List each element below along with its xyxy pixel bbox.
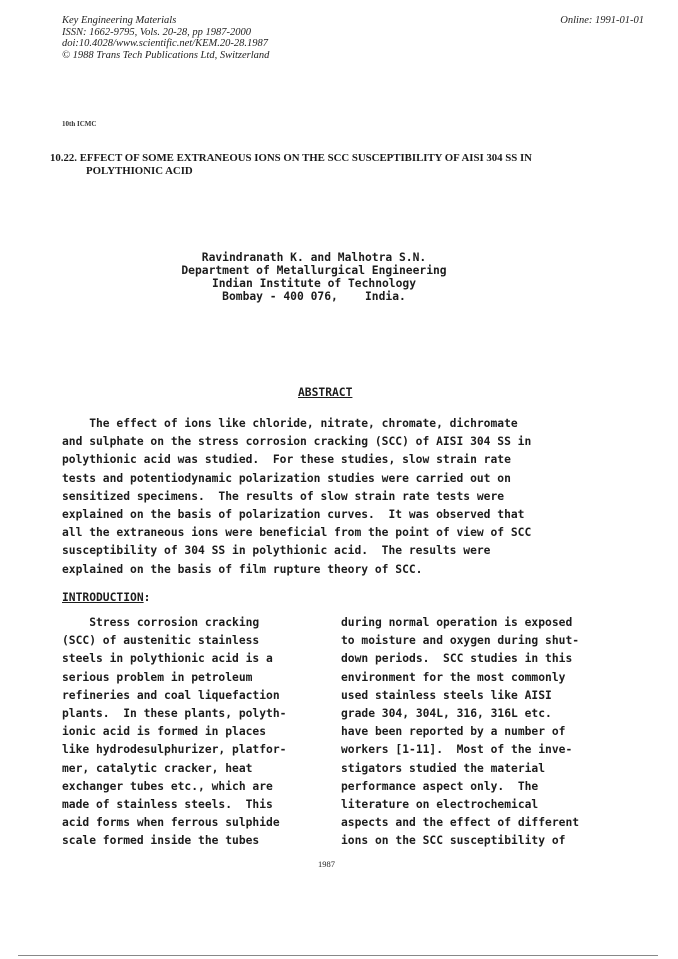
conference-label: 10th ICMC	[62, 120, 97, 128]
author-department: Department of Metallurgical Engineering	[181, 264, 447, 277]
intro-line: workers [1-11]. Most of the inve-	[341, 743, 573, 757]
introduction-heading-text: INTRODUCTION	[62, 591, 144, 604]
intro-line: ions on the SCC susceptibility of	[341, 834, 566, 848]
abstract-line: The effect of ions like chloride, nitrate, chromate, dichromate	[62, 417, 518, 430]
intro-line: have been reported by a number of	[341, 725, 566, 739]
online-date: Online: 1991-01-01	[560, 15, 644, 26]
intro-line: literature on electrochemical	[341, 798, 539, 812]
intro-line: Stress corrosion cracking	[62, 616, 260, 629]
intro-line: acid forms when ferrous sulphide	[62, 816, 280, 830]
intro-line: like hydrodesulphurizer, platfor-	[62, 743, 287, 757]
intro-line: exchanger tubes etc., which are	[62, 779, 273, 793]
intro-line: performance aspect only. The	[341, 779, 539, 793]
abstract-line: tests and potentiodynamic polarization studies were carried out on	[62, 471, 511, 485]
intro-line: serious problem in petroleum	[62, 670, 253, 684]
intro-line: plants. In these plants, polyth-	[62, 707, 287, 721]
abstract-line: explained on the basis of polarization curves. It was observed that	[62, 508, 525, 522]
page-number: 1987	[318, 859, 335, 869]
abstract-heading: ABSTRACT	[298, 386, 353, 399]
introduction-heading-colon: :	[143, 591, 151, 604]
intro-line: used stainless steels like AISI	[341, 688, 552, 702]
intro-line: refineries and coal liquefaction	[62, 688, 280, 702]
abstract-line: sensitized specimens. The results of slow strain rate tests were	[62, 489, 505, 503]
publication-metadata	[62, 15, 269, 61]
intro-line: to moisture and oxygen during shut-	[341, 634, 580, 648]
intro-line: made of stainless steels. This	[62, 798, 273, 812]
author-address: Bombay - 400 076, India.	[222, 290, 406, 303]
intro-line: stigators studied the material	[341, 761, 546, 775]
abstract-line: susceptibility of 304 SS in polythionic acid. The results were	[62, 544, 491, 558]
abstract-line: and sulphate on the stress corrosion cracking (SCC) of AISI 304 SS in	[62, 435, 532, 449]
author-names: Ravindranath K. and Malhotra S.N.	[201, 251, 427, 264]
doi-line: doi:10.4028/www.scientific.net/KEM.20-28.1987	[62, 38, 268, 50]
intro-line: down periods. SCC studies in this	[341, 652, 573, 666]
intro-line: aspects and the effect of different	[341, 816, 580, 830]
journal-name: Key Engineering Materials	[62, 15, 177, 26]
author-institute: Indian Institute of Technology	[211, 277, 417, 290]
intro-line: (SCC) of austenitic stainless	[62, 634, 260, 648]
title-line-1: 10.22. EFFECT OF SOME EXTRANEOUS IONS ON THE SCC SUSCEPTIBILITY OF AISI 304 SS IN	[50, 152, 532, 164]
intro-line: ionic acid is formed in places	[62, 725, 267, 739]
copyright-line: © 1988 Trans Tech Publications Ltd, Switzerland	[62, 49, 270, 61]
bottom-rule	[18, 955, 658, 956]
author-block	[0, 251, 628, 303]
intro-line: steels in polythionic acid is a	[62, 652, 273, 666]
introduction-right-column	[341, 614, 579, 851]
introduction-left-column	[62, 614, 286, 851]
issn-line: ISSN: 1662-9795, Vols. 20-28, pp 1987-2000	[62, 26, 251, 38]
abstract-line: explained on the basis of film rupture theory of SCC.	[62, 562, 423, 576]
paper-title	[50, 152, 650, 178]
intro-line: grade 304, 304L, 316, 316L etc.	[341, 707, 552, 721]
intro-line: mer, catalytic cracker, heat	[62, 761, 253, 775]
abstract-body	[62, 415, 622, 579]
intro-line: scale formed inside the tubes	[62, 834, 260, 848]
abstract-line: all the extraneous ions were beneficial from the point of view of SCC	[62, 526, 532, 540]
intro-line: during normal operation is exposed	[341, 616, 573, 629]
abstract-line: polythionic acid was studied. For these studies, slow strain rate	[62, 453, 511, 467]
title-line-2: POLYTHIONIC ACID	[86, 165, 193, 177]
introduction-heading	[62, 591, 150, 604]
intro-line: environment for the most commonly	[341, 670, 566, 684]
